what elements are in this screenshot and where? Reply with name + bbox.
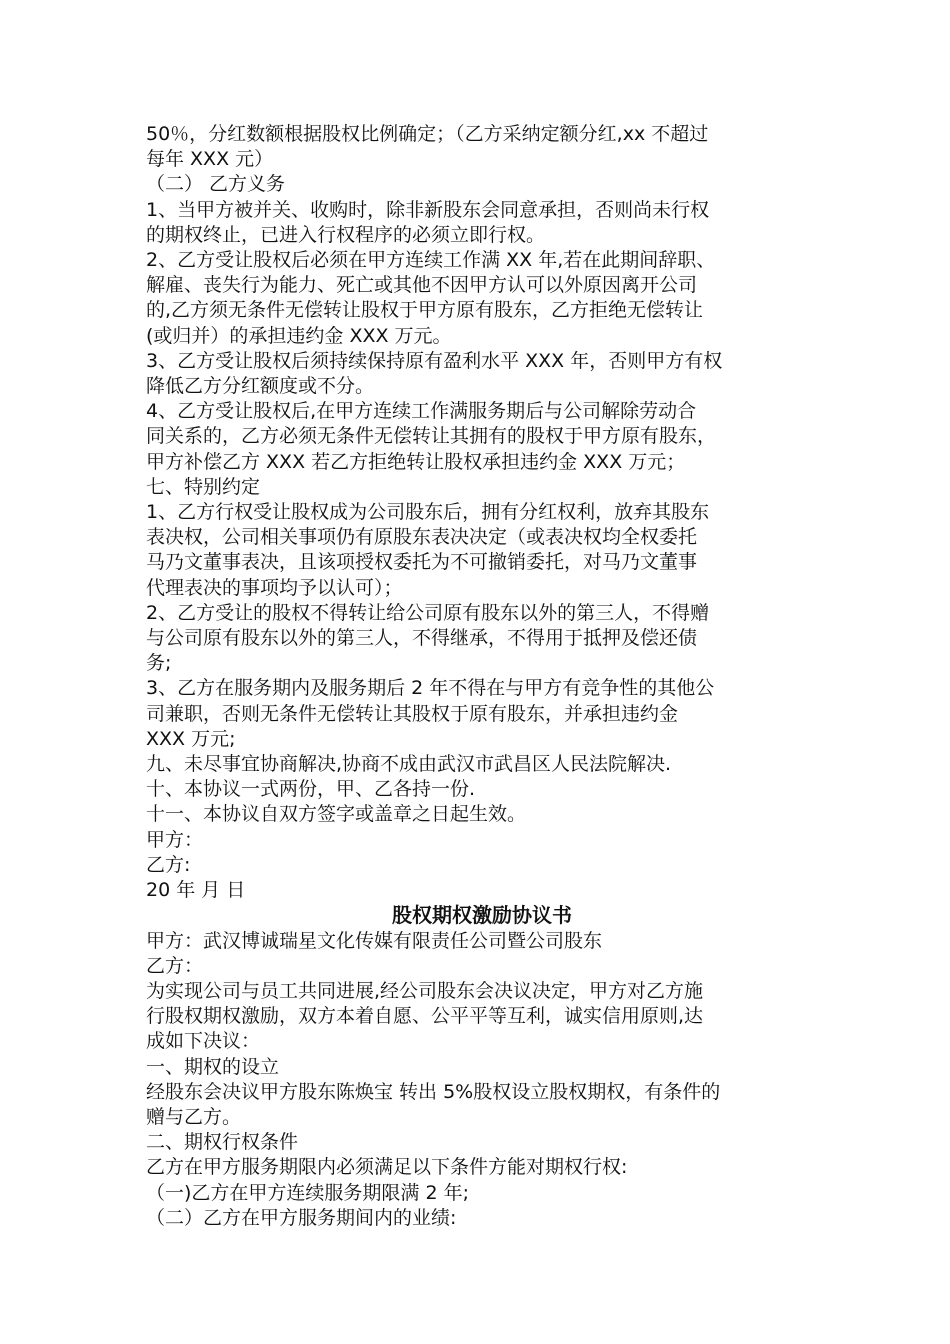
text-line: 的期权终止，已进入行权程序的必须立即行权。 — [146, 223, 546, 246]
text-line: 赠与乙方。 — [146, 1105, 242, 1128]
section-heading: 十一、本协议自双方签字或盖章之日起生效。 — [146, 803, 527, 826]
text-line: （一)乙方在甲方连续服务期限满 2 年; — [146, 1181, 469, 1204]
document-title: 股权期权激励协议书 — [392, 903, 572, 928]
text-line: 降低乙方分红额度或不分。 — [146, 375, 375, 398]
party-b-line: 乙方： — [146, 954, 204, 977]
text-line: (或归并）的承担违约金 XXX 万元。 — [146, 324, 452, 347]
text-line: 同关系的，乙方必须无条件无偿转让其拥有的股权于甲方原有股东， — [146, 425, 717, 448]
text-line: 与公司原有股东以外的第三人，不得继承，不得用于抵押及偿还债 — [146, 627, 698, 650]
text-line: 经股东会决议甲方股东陈焕宝 转出 5%股权设立股权期权，有条件的 — [146, 1080, 721, 1103]
text-line: 为实现公司与员工共同进展,经公司股东会决议决定，甲方对乙方施 — [146, 979, 704, 1002]
text-line: 4、乙方受让股权后,在甲方连续工作满服务期后与公司解除劳动合 — [146, 400, 697, 423]
text-line: 的,乙方须无条件无偿转让股权于甲方原有股东，乙方拒绝无偿转让 — [146, 299, 704, 322]
section-heading: 七、特别约定 — [146, 475, 261, 498]
section-heading: 十、本协议一式两份，甲、乙各持一份. — [146, 778, 476, 801]
text-line: 务; — [146, 652, 172, 675]
section-heading: 二、期权行权条件 — [146, 1131, 299, 1154]
text-line: 表决权，公司相关事项仍有原股东表决决定（或表决权均全权委托 — [146, 526, 698, 549]
text-line: 甲方补偿乙方 XXX 若乙方拒绝转让股权承担违约金 XXX 万元； — [146, 450, 686, 473]
text-line: 2、乙方受让的股权不得转让给公司原有股东以外的第三人，不得赠 — [146, 601, 710, 624]
text-line: 司兼职，否则无条件无偿转让其股权于原有股东，并承担违约金 — [146, 702, 679, 725]
signature-party-a: 甲方： — [146, 828, 204, 851]
text-line: （二）乙方在甲方服务期间内的业绩: — [146, 1206, 457, 1229]
section-heading: （二） 乙方义务 — [146, 173, 286, 196]
section-heading: 九、未尽事宜协商解决,协商不成由武汉市武昌区人民法院解决. — [146, 753, 672, 776]
document-body — [146, 122, 818, 1231]
signature-party-b: 乙方: — [146, 853, 191, 876]
text-line: 解雇、丧失行为能力、死亡或其他不因甲方认可以外原因离开公司 — [146, 274, 698, 297]
section-heading: 一、期权的设立 — [146, 1055, 280, 1078]
text-line: 3、乙方受让股权后须持续保持原有盈利水平 XXX 年，否则甲方有权 — [146, 349, 723, 372]
text-line: 1、乙方行权受让股权成为公司股东后，拥有分红权利，放弃其股东 — [146, 501, 710, 524]
text-line: 乙方在甲方服务期限内必须满足以下条件方能对期权行权: — [146, 1156, 628, 1179]
text-line: 代理表决的事项均予以认可）； — [146, 576, 403, 599]
text-line: 50％，分红数额根据股权比例确定；（乙方采纳定额分红,xx 不超过 — [146, 123, 709, 145]
text-line: XXX 万元; — [146, 727, 236, 750]
text-line: 每年 XXX 元） — [146, 148, 274, 171]
text-line: 行股权期权激励，双方本着自愿、公平平等互利，诚实信用原则,达 — [146, 1005, 704, 1028]
text-line: 1、当甲方被并关、收购时，除非新股东会同意承担，否则尚未行权 — [146, 198, 710, 221]
text-line: 马乃文董事表决，且该项授权委托为不可撤销委托，对马乃文董事 — [146, 551, 698, 574]
signature-date: 20 年 月 日 — [146, 879, 246, 902]
text-line: 3、乙方在服务期内及服务期后 2 年不得在与甲方有竞争性的其他公 — [146, 677, 715, 700]
text-line: 2、乙方受让股权后必须在甲方连续工作满 XX 年,若在此期间辞职、 — [146, 249, 716, 272]
party-a-line: 甲方：武汉博诚瑞星文化传媒有限责任公司暨公司股东 — [146, 929, 603, 952]
text-line: 成如下决议： — [146, 1030, 261, 1053]
